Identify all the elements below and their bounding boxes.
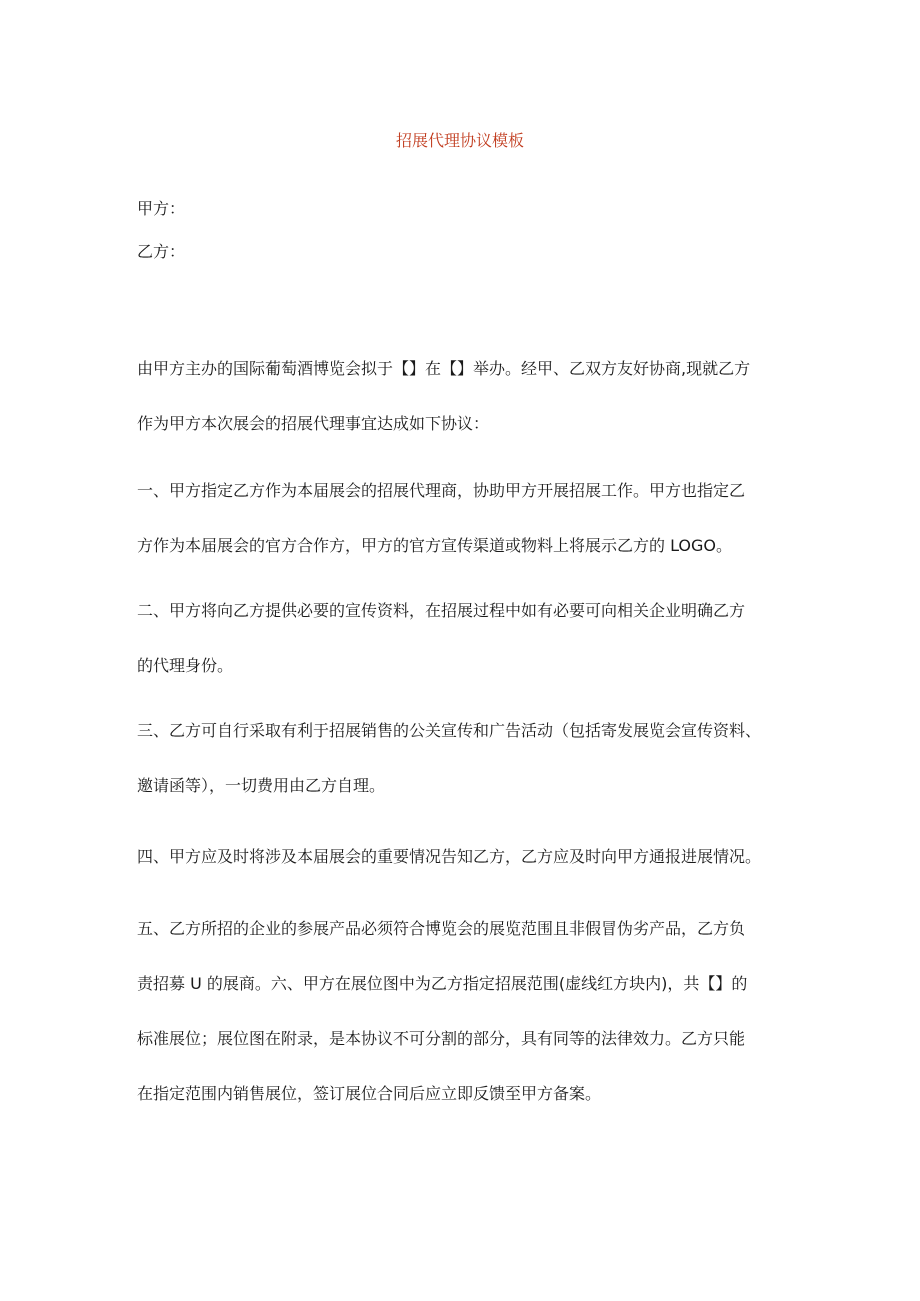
paragraph-line: 作为甲方本次展会的招展代理事宜达成如下协议： bbox=[137, 414, 490, 433]
intro-paragraph bbox=[137, 341, 787, 451]
paragraph-line: 邀请函等），一切费用由乙方自理。 bbox=[137, 776, 386, 795]
paragraph-line: 由甲方主办的国际葡萄酒博览会拟于【】在【】举办。经甲、乙双方友好协商,现就乙方 bbox=[137, 359, 751, 378]
paragraph-line: 的代理身份。 bbox=[137, 656, 234, 675]
paragraph-line: 三、乙方可自行采取有利于招展销售的公关宣传和广告活动（包括寄发展览会宣传资料、 bbox=[137, 721, 762, 740]
clause-2 bbox=[137, 583, 787, 693]
paragraph-line: 在指定范围内销售展位，签订展位合同后应立即反馈至甲方备案。 bbox=[137, 1084, 602, 1103]
paragraph-line: 责招募 U 的展商。六、甲方在展位图中为乙方指定招展范围(虚线红方块内)，共【】的 bbox=[137, 974, 748, 993]
paragraph-line: 五、乙方所招的企业的参展产品必须符合博览会的展览范围且非假冒伪劣产品，乙方负 bbox=[137, 919, 746, 938]
paragraph-line: 方作为本届展会的官方合作方，甲方的官方宣传渠道或物料上将展示乙方的 LOGO。 bbox=[137, 536, 733, 555]
paragraph-line: 二、甲方将向乙方提供必要的宣传资料，在招展过程中如有必要可向相关企业明确乙方 bbox=[137, 601, 746, 620]
document-title: 招展代理协议模板 bbox=[395, 131, 524, 150]
party-b-label: 乙方： bbox=[137, 242, 186, 261]
clause-5 bbox=[137, 901, 787, 1121]
clause-1 bbox=[137, 463, 787, 573]
paragraph-line: 标准展位；展位图在附录，是本协议不可分割的部分，具有同等的法律效力。乙方只能 bbox=[137, 1029, 746, 1048]
clause-3 bbox=[137, 703, 787, 813]
paragraph-line: 四、甲方应及时将涉及本届展会的重要情况告知乙方，乙方应及时向甲方通报进展情况。 bbox=[137, 847, 762, 866]
party-a-label: 甲方： bbox=[137, 199, 186, 218]
paragraph-line: 一、甲方指定乙方作为本届展会的招展代理商，协助甲方开展招展工作。甲方也指定乙 bbox=[137, 481, 746, 500]
clause-4 bbox=[137, 829, 787, 884]
